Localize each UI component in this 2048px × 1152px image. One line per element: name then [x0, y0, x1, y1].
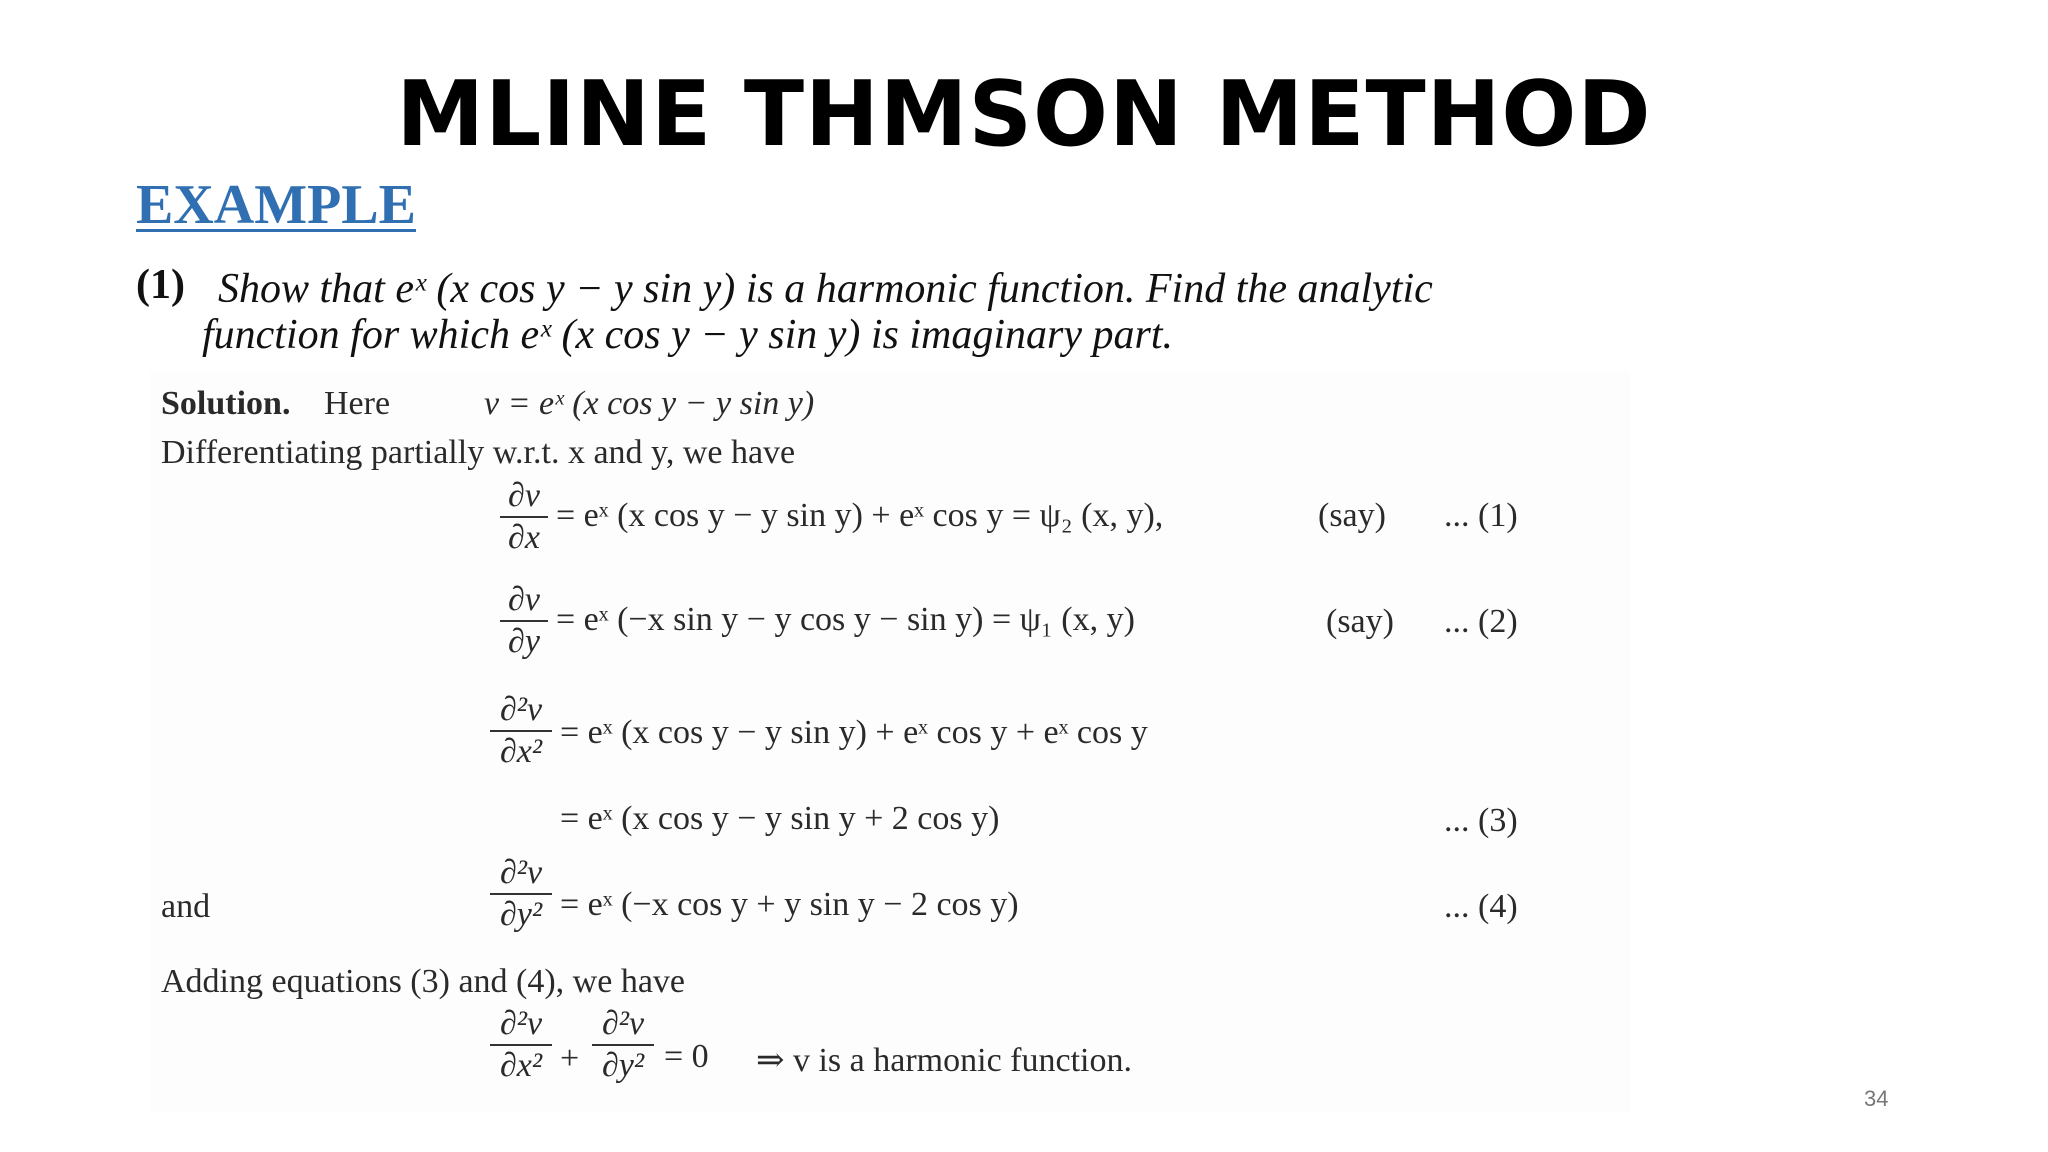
eq3-fraction: [490, 690, 552, 772]
v-definition: v = eˣ (x cos y − y sin y): [484, 385, 815, 422]
example-heading: EXAMPLE: [136, 174, 416, 236]
eq3a-rhs: = eˣ (x cos y − y sin y) + eˣ cos y + eˣ cos y: [560, 714, 1148, 751]
eq5-numerator-2: ∂²v: [601, 1005, 645, 1042]
eq5-rhs: = 0: [664, 1038, 709, 1075]
eq5-conclusion: ⇒ v is a harmonic function.: [756, 1042, 1132, 1079]
eq1-denominator: ∂x: [500, 516, 548, 558]
differentiating-text: Differentiating partially w.r.t. x and y, we have: [161, 434, 796, 471]
eq4-denominator: ∂y²: [490, 893, 552, 935]
page-number: 34: [1864, 1086, 1889, 1111]
eq5-denominator-1: ∂x²: [490, 1044, 552, 1086]
eq4-rhs: = eˣ (−x cos y + y sin y − 2 cos y): [560, 886, 1019, 923]
eq1-rhs: = eˣ (x cos y − y sin y) + eˣ cos y = ψ₂ (x, y),: [556, 497, 1164, 534]
eq1-numerator: ∂v: [508, 477, 540, 514]
eq5-numerator-1: ∂²v: [499, 1005, 543, 1042]
slide-title: MLINE THMSON METHOD: [396, 62, 1652, 167]
eq2-say: (say): [1326, 603, 1394, 640]
eq3-numerator: ∂²v: [499, 691, 543, 728]
problem-line-1: Show that eˣ (x cos y − y sin y) is a harmonic function. Find the analytic: [218, 266, 1433, 312]
eq2-fraction: [500, 580, 548, 662]
solution-bold-label: Solution.: [161, 385, 291, 422]
eq4-tag: ... (4): [1444, 888, 1518, 925]
eq2-denominator: ∂y: [500, 620, 548, 662]
adding-text: Adding equations (3) and (4), we have: [161, 963, 686, 1000]
eq5-plus: +: [560, 1040, 580, 1077]
solution-here: Here: [324, 385, 391, 422]
eq5-fraction-2: [592, 1004, 654, 1086]
eq5-fraction-1: [490, 1004, 552, 1086]
eq4-fraction: [490, 853, 552, 935]
problem-line-2: function for which eˣ (x cos y − y sin y) is imaginary part.: [202, 312, 1174, 358]
eq4-numerator: ∂²v: [499, 854, 543, 891]
eq1-tag: ... (1): [1444, 497, 1518, 534]
eq2-numerator: ∂v: [508, 581, 540, 618]
eq3-denominator: ∂x²: [490, 730, 552, 772]
solution-label: [161, 385, 290, 423]
problem-number: (1): [136, 262, 185, 308]
eq1-say: (say): [1318, 497, 1386, 534]
eq3-tag: ... (3): [1444, 802, 1518, 839]
eq2-tag: ... (2): [1444, 603, 1518, 640]
eq1-fraction: [500, 476, 548, 558]
eq5-denominator-2: ∂y²: [592, 1044, 654, 1086]
eq3b-rhs: = eˣ (x cos y − y sin y + 2 cos y): [560, 800, 1000, 837]
and-label: and: [161, 888, 211, 925]
eq2-rhs: = eˣ (−x sin y − y cos y − sin y) = ψ₁ (x, y): [556, 601, 1135, 638]
